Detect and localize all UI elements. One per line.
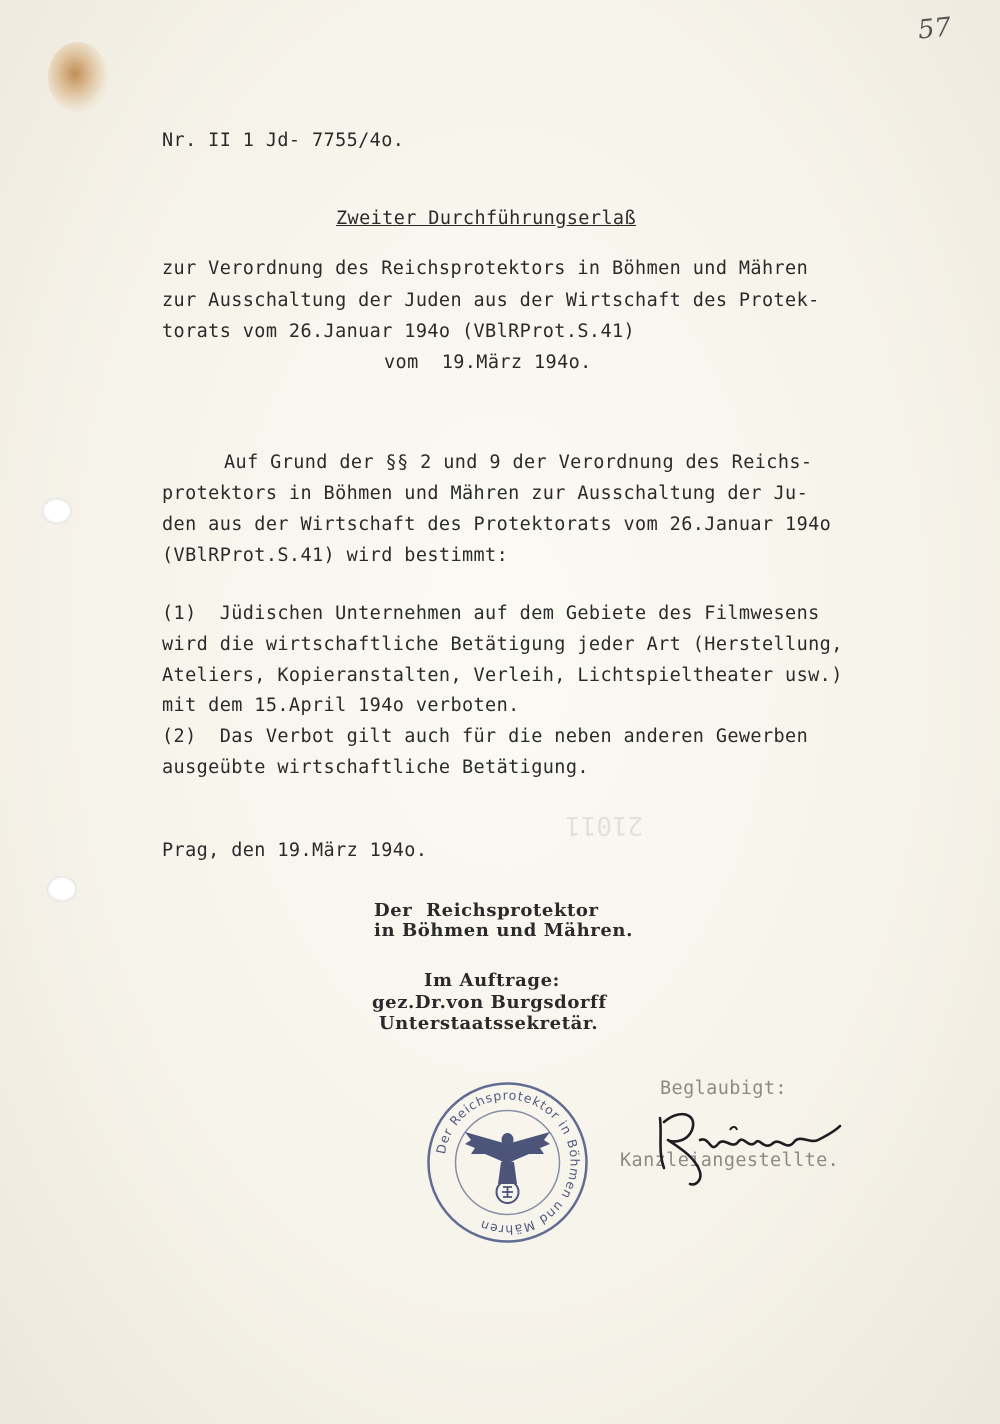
- eagle-emblem-icon: [465, 1132, 550, 1203]
- handwritten-signature: [640, 1100, 845, 1190]
- clause-line: Ateliers, Kopieranstalten, Verleih, Lichtspieltheater usw.): [162, 665, 843, 686]
- title-line: zur Verordnung des Reichsprotektors in Böhmen und Mähren: [162, 258, 809, 279]
- clause-line: (2) Das Verbot gilt auch für die neben anderen Gewerben: [162, 726, 809, 747]
- corner-page-mark: 57: [916, 12, 953, 46]
- title-date: vom 19.März 194o.: [384, 352, 592, 373]
- clause-line: mit dem 15.April 194o verboten.: [162, 695, 520, 716]
- decree-title: Zweiter Durchführungserlaß: [336, 208, 636, 229]
- punch-hole-bottom: [47, 876, 77, 902]
- title-line: zur Ausschaltung der Juden aus der Wirtschaft des Protek-: [162, 290, 820, 311]
- clause-line: (1) Jüdischen Unternehmen auf dem Gebiete des Filmwesens: [162, 603, 820, 624]
- clause-line: wird die wirtschaftliche Betätigung jeder Art (Herstellung,: [162, 634, 843, 655]
- official-seal: [425, 1080, 590, 1245]
- title-line: torats vom 26.Januar 194o (VBlRProt.S.41): [162, 321, 636, 342]
- signatory-line: Unterstaatssekretär.: [372, 1013, 599, 1034]
- signatory-line: Im Auftrage:: [424, 970, 560, 991]
- place-date: Prag, den 19.März 194o.: [162, 840, 428, 861]
- authority-line: Der Reichsprotektor: [374, 900, 599, 921]
- signatory-line: gez.Dr.von Burgsdorff: [372, 992, 607, 1013]
- seal-ring-text: Der Reichsprotektor in Böhmen und Mähren: [433, 1087, 583, 1238]
- bleed-through-mark: 21011: [565, 810, 644, 840]
- punch-hole-top: [42, 498, 72, 524]
- certification-role: Kanzleiangestellte.: [620, 1150, 840, 1171]
- preamble-line: Auf Grund der §§ 2 und 9 der Verordnung des Reichs-: [224, 452, 813, 473]
- rust-stain: [48, 42, 108, 112]
- reference-number: Nr. II 1 Jd- 7755/4o.: [162, 130, 405, 151]
- clause-line: ausgeübte wirtschaftliche Betätigung.: [162, 757, 589, 778]
- preamble-line: (VBlRProt.S.41) wird bestimmt:: [162, 545, 509, 566]
- preamble-line: protektors in Böhmen und Mähren zur Ausschaltung der Ju-: [162, 483, 809, 504]
- authority-line: in Böhmen und Mähren.: [374, 920, 633, 941]
- certification-label: Beglaubigt:: [660, 1078, 787, 1099]
- preamble-line: den aus der Wirtschaft des Protektorats vom 26.Januar 194o: [162, 514, 832, 535]
